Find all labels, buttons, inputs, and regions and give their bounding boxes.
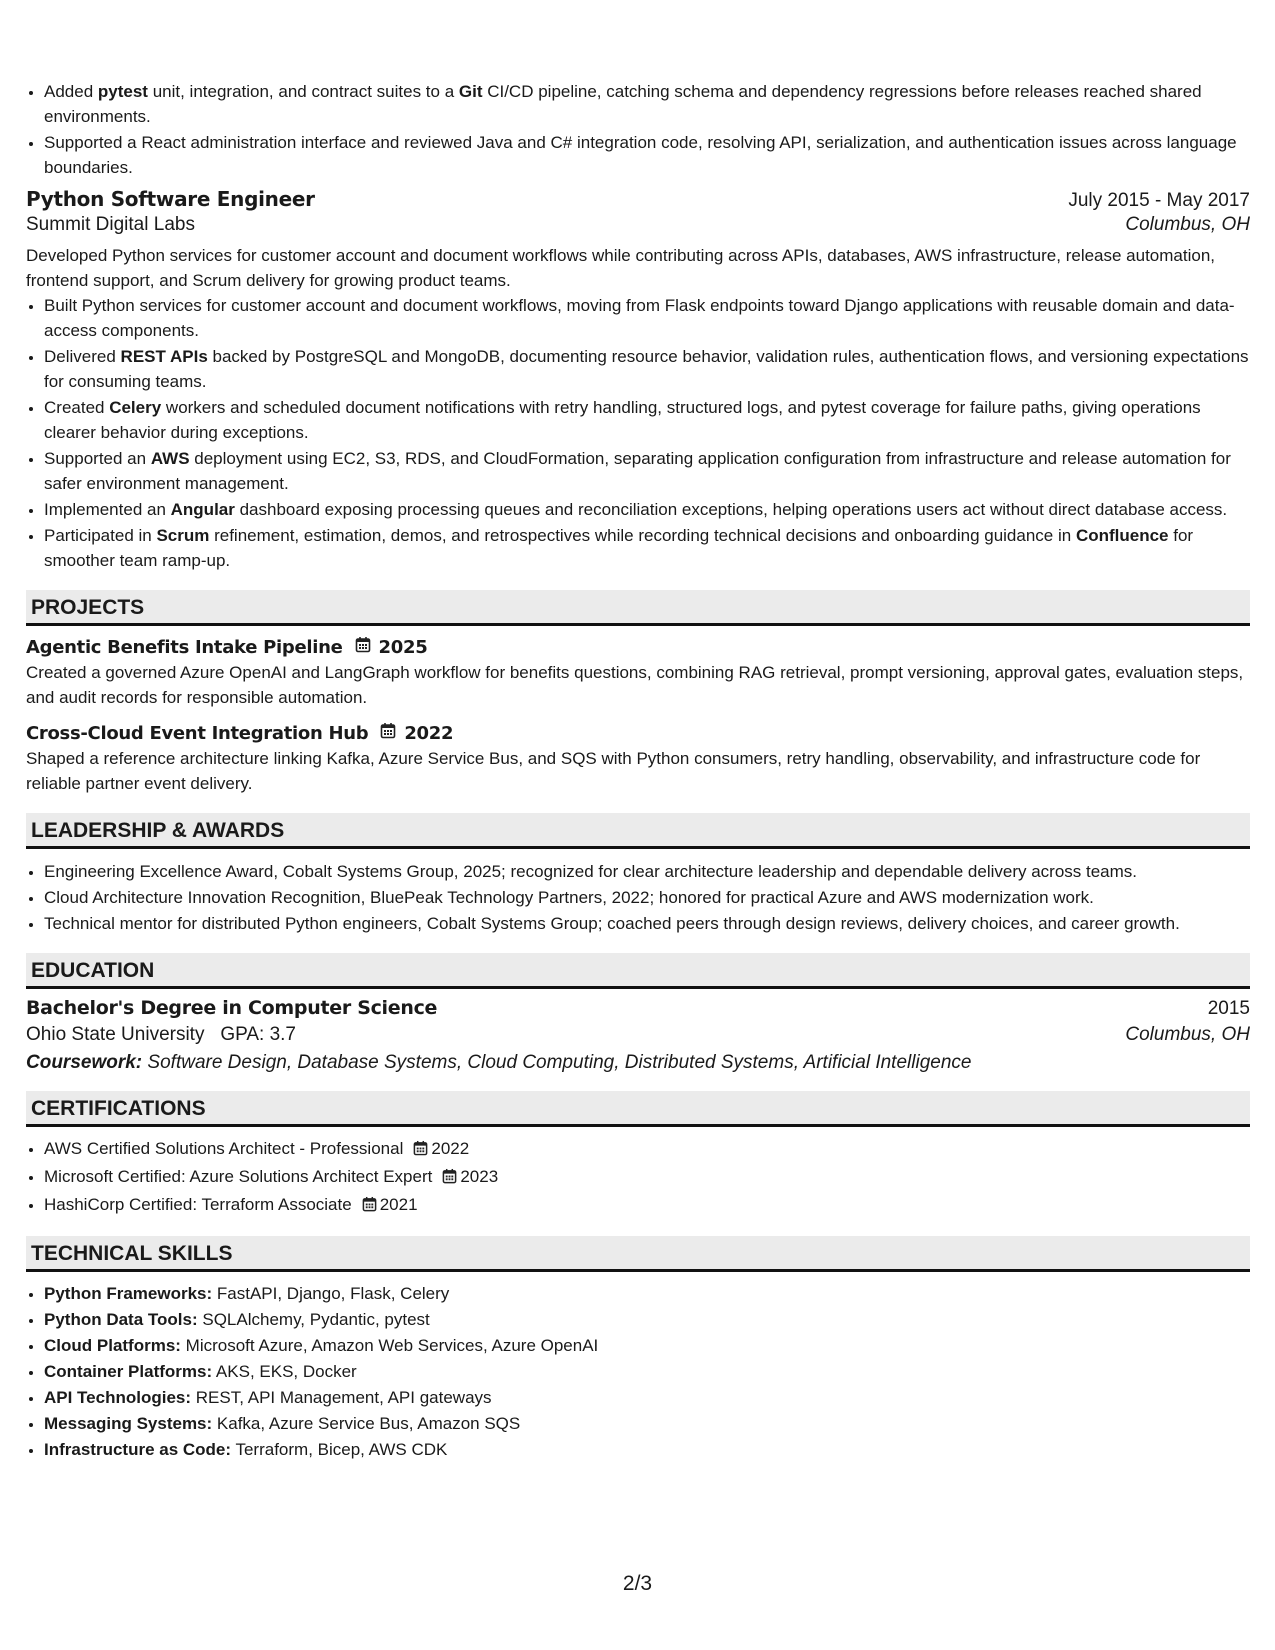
- project-name: Agentic Benefits Intake Pipeline: [26, 636, 343, 658]
- project-header: [26, 636, 1250, 658]
- job-subheader: [26, 214, 1250, 236]
- school-location: Columbus, OH: [1125, 1024, 1250, 1045]
- skill-value: FastAPI, Django, Flask, Celery: [212, 1284, 450, 1303]
- awards-list: [26, 859, 1250, 936]
- list-item: [44, 1333, 1250, 1358]
- list-item: [44, 1437, 1250, 1462]
- page-number: 2/3: [622, 1572, 653, 1595]
- coursework-list: Software Design, Database Systems, Cloud Computing, Distributed Systems, Artificial Intelligence: [147, 1052, 972, 1073]
- calendar-icon: [362, 1194, 377, 1219]
- list-item: [44, 1281, 1250, 1306]
- calendar-icon: [413, 1138, 428, 1163]
- list-item: • Technical mentor for distributed Python engineers, Cobalt Systems Group; coached peers through design reviews, delivery choices, and career growth.: [44, 911, 1250, 936]
- company-name: Summit Digital Labs: [26, 214, 195, 235]
- calendar-icon: [442, 1166, 457, 1191]
- section-heading-projects: PROJECTS: [26, 590, 1250, 626]
- list-item: [44, 1164, 1250, 1191]
- section-heading-leadership: LEADERSHIP & AWARDS: [26, 813, 1250, 849]
- list-item: [44, 1192, 1250, 1219]
- skills-list: [26, 1281, 1250, 1462]
- skill-value: SQLAlchemy, Pydantic, pytest: [197, 1310, 430, 1329]
- cert-year: 2022: [431, 1139, 470, 1158]
- calendar-icon: [355, 636, 371, 658]
- job-dates: July 2015 - May 2017: [1068, 190, 1250, 211]
- project-year: 2022: [404, 722, 454, 744]
- education-header: [26, 997, 1250, 1020]
- section-heading-certifications: CERTIFICATIONS: [26, 1091, 1250, 1127]
- skill-value: Microsoft Azure, Amazon Web Services, Azure OpenAI: [180, 1336, 599, 1355]
- job-title: Python Software Engineer: [26, 187, 315, 211]
- list-item: [44, 1136, 1250, 1163]
- coursework-label: Coursework:: [26, 1052, 143, 1073]
- list-item: [44, 1307, 1250, 1332]
- calendar-icon: [380, 722, 396, 744]
- list-item: [44, 1411, 1250, 1436]
- list-item: • Delivered REST APIs backed by PostgreSQL and MongoDB, documenting resource behavior, validation rules, authentication flows, and versioning expectations for consuming teams.: [44, 344, 1250, 394]
- cert-year: 2023: [460, 1167, 499, 1186]
- coursework: [26, 1052, 1250, 1074]
- skill-label: Messaging Systems:: [44, 1414, 213, 1433]
- project-description: Created a governed Azure OpenAI and LangGraph workflow for benefits questions, combining RAG retrieval, prompt versioning, approval gates, evaluation steps, and audit records for responsible automation.: [26, 663, 1244, 707]
- job-header: [26, 187, 1250, 212]
- list-item: • Supported a React administration interface and reviewed Java and C# integration code, resolving API, serialization, and authentication issues across language boundaries.: [44, 130, 1250, 180]
- skill-value: REST, API Management, API gateways: [191, 1388, 492, 1407]
- list-item: • Created Celery workers and scheduled document notifications with retry handling, structured logs, and pytest coverage for failure paths, giving operations clearer behavior during exceptions.: [44, 395, 1250, 445]
- gpa: GPA: 3.7: [220, 1024, 296, 1045]
- project-description: Shaped a reference architecture linking Kafka, Azure Service Bus, and SQS with Python consumers, retry handling, observability, and infrastructure code for reliable partner event delivery.: [26, 749, 1201, 793]
- cert-name: AWS Certified Solutions Architect - Professional: [44, 1139, 404, 1158]
- graduation-year: 2015: [1207, 998, 1250, 1019]
- cert-name: HashiCorp Certified: Terraform Associate: [44, 1195, 352, 1214]
- certifications-list: [26, 1136, 1250, 1219]
- job-bullets: [26, 293, 1250, 573]
- section-heading-education: EDUCATION: [26, 953, 1250, 989]
- skill-label: Python Frameworks:: [44, 1284, 213, 1303]
- list-item: • Supported an AWS deployment using EC2, S3, RDS, and CloudFormation, separating application configuration from infrastructure and release automation for safer environment management.: [44, 446, 1250, 496]
- degree-title: Bachelor's Degree in Computer Science: [26, 997, 438, 1019]
- list-item: [44, 1359, 1250, 1384]
- skill-label: API Technologies:: [44, 1388, 192, 1407]
- list-item: • Participated in Scrum refinement, estimation, demos, and retrospectives while recording technical decisions and onboarding guidance in Confluence for smoother team ramp-up.: [44, 523, 1250, 573]
- job-location: Columbus, OH: [1125, 214, 1250, 235]
- school-name: Ohio State University: [26, 1024, 205, 1045]
- skill-value: AKS, EKS, Docker: [212, 1362, 357, 1381]
- skill-label: Infrastructure as Code:: [44, 1440, 232, 1459]
- skill-label: Python Data Tools:: [44, 1310, 198, 1329]
- list-item: • Engineering Excellence Award, Cobalt Systems Group, 2025; recognized for clear architecture leadership and dependable delivery across teams.: [44, 859, 1250, 884]
- project-name: Cross-Cloud Event Integration Hub: [26, 722, 369, 744]
- resume-page: [26, 0, 1250, 1463]
- list-item: • Added pytest unit, integration, and contract suites to a Git CI/CD pipeline, catching schema and dependency regressions before releases reached shared environments.: [44, 79, 1250, 129]
- education-subheader: [26, 1024, 1250, 1046]
- skill-value: Kafka, Azure Service Bus, Amazon SQS: [212, 1414, 521, 1433]
- previous-job-bullets: [26, 79, 1250, 180]
- list-item: [44, 1385, 1250, 1410]
- list-item: • Cloud Architecture Innovation Recognition, BluePeak Technology Partners, 2022; honored for practical Azure and AWS modernization work.: [44, 885, 1250, 910]
- skill-label: Cloud Platforms:: [44, 1336, 181, 1355]
- skill-label: Container Platforms:: [44, 1362, 213, 1381]
- job-summary: Developed Python services for customer account and document workflows while contributing across APIs, databases, AWS infrastructure, release automation, frontend support, and Scrum delivery for growing product teams.: [26, 246, 1216, 290]
- project-header: [26, 722, 1250, 744]
- list-item: • Built Python services for customer account and document workflows, moving from Flask endpoints toward Django applications with reusable domain and data-access components.: [44, 293, 1250, 343]
- cert-year: 2021: [379, 1195, 418, 1214]
- cert-name: Microsoft Certified: Azure Solutions Architect Expert: [44, 1167, 433, 1186]
- section-heading-skills: TECHNICAL SKILLS: [26, 1236, 1250, 1272]
- project-year: 2025: [378, 636, 428, 658]
- skill-value: Terraform, Bicep, AWS CDK: [231, 1440, 448, 1459]
- list-item: • Implemented an Angular dashboard exposing processing queues and reconciliation exceptions, helping operations users act without direct database access.: [44, 497, 1250, 522]
